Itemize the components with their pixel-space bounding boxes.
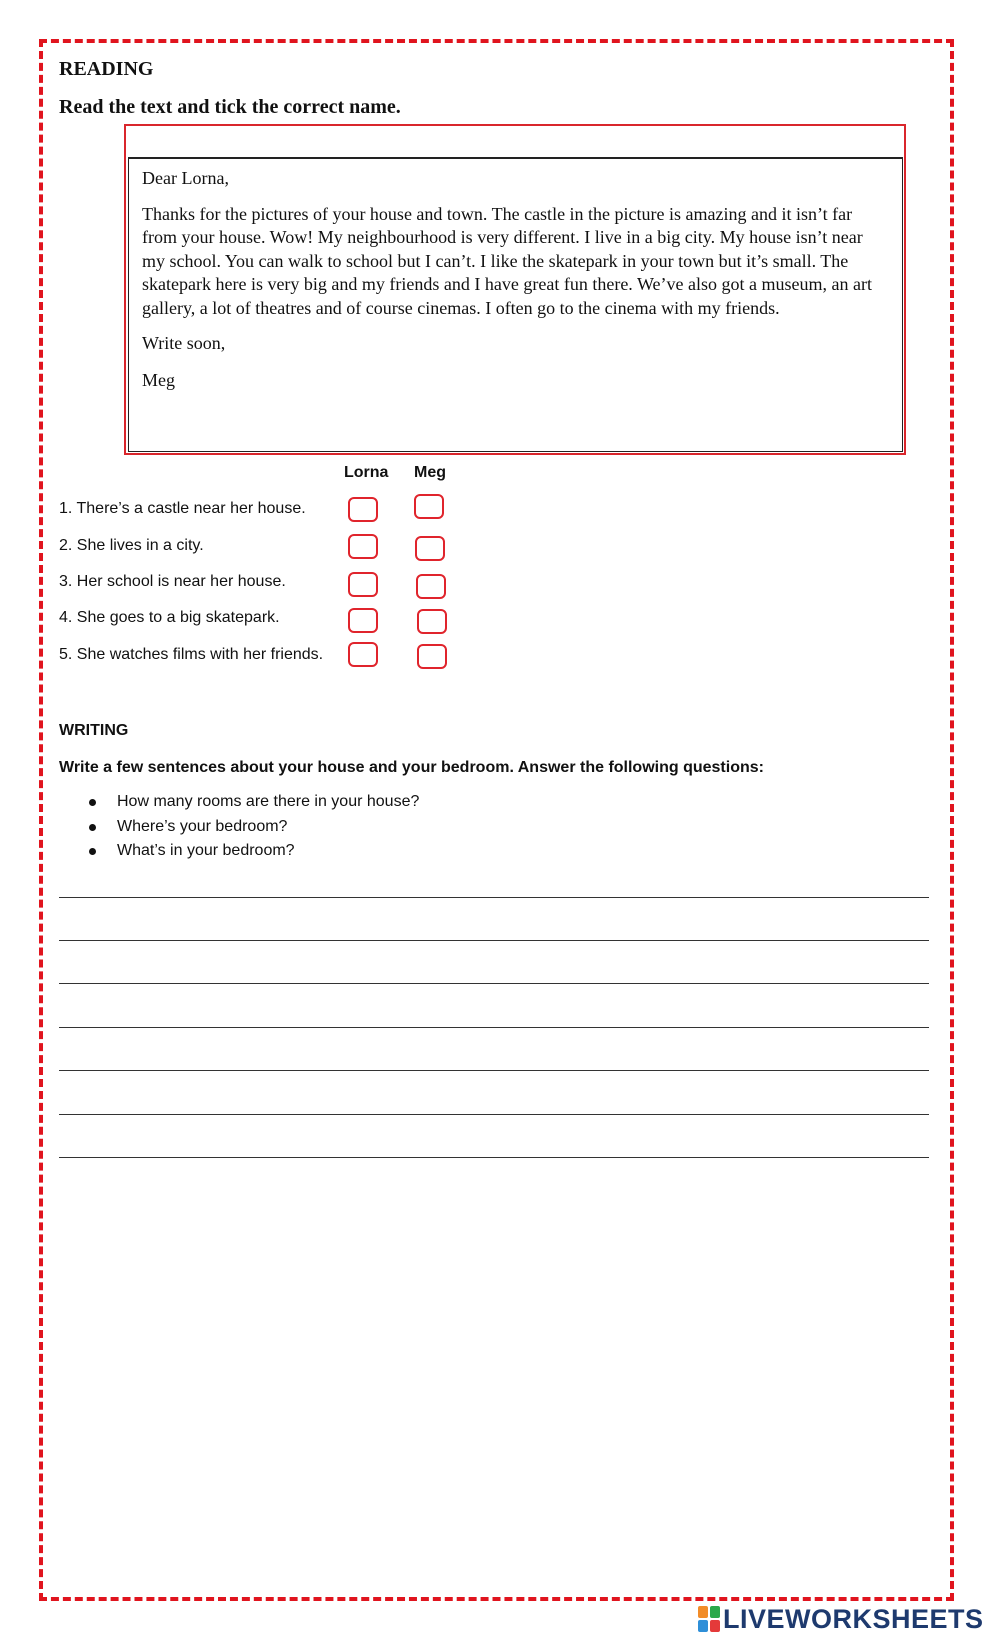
writing-question xyxy=(59,792,419,817)
answer-line-6[interactable] xyxy=(59,1114,929,1115)
liveworksheets-logo xyxy=(698,1604,984,1634)
logo-text: LIVEWORKSHEETS xyxy=(723,1603,984,1634)
writing-question xyxy=(59,817,419,842)
writing-instruction: Write a few sentences about your house and your bedroom. Answer the following questions: xyxy=(59,759,764,776)
letter-closing: Write soon, xyxy=(142,333,226,353)
tick-box-4-lorna[interactable] xyxy=(348,608,378,633)
tick-box-4-meg[interactable] xyxy=(417,609,447,634)
tick-box-3-meg[interactable] xyxy=(416,574,446,599)
column-header-lorna: Lorna xyxy=(344,464,389,481)
tick-box-2-meg[interactable] xyxy=(415,536,445,561)
tick-box-5-lorna[interactable] xyxy=(348,642,378,667)
statement-5: 5. She watches films with her friends. xyxy=(59,646,324,663)
logo-icon xyxy=(698,1606,720,1632)
answer-line-7[interactable] xyxy=(59,1157,929,1158)
reading-instruction: Read the text and tick the correct name. xyxy=(59,96,401,118)
letter-greeting: Dear Lorna, xyxy=(142,168,229,188)
answer-line-4[interactable] xyxy=(59,1027,929,1028)
writing-questions xyxy=(59,792,419,866)
writing-question xyxy=(59,841,419,866)
bullet-icon xyxy=(89,824,96,831)
letter-body: Thanks for the pictures of your house and town. The castle in the picture is amazing and it isn’t far from your house. Wow! My neighbourhood is very different. I live in a big city. My house isn’t near my school. You can walk to school but I can’t. I like the skatepark in your town but it’s small. The skatepark here is very big and my friends and I have great fun there. We’ve also got a museum, an art gallery, a lot of theatres and of course cinemas. I often go to the cinema with my friends. xyxy=(142,203,872,318)
statement-1: 1. There’s a castle near her house. xyxy=(59,500,306,517)
answer-line-5[interactable] xyxy=(59,1070,929,1071)
answer-line-3[interactable] xyxy=(59,983,929,984)
letter-signature: Meg xyxy=(142,369,175,390)
tick-box-3-lorna[interactable] xyxy=(348,572,378,597)
statement-2: 2. She lives in a city. xyxy=(59,537,204,554)
answer-line-2[interactable] xyxy=(59,940,929,941)
tick-box-1-lorna[interactable] xyxy=(348,497,378,522)
tick-box-5-meg[interactable] xyxy=(417,644,447,669)
bullet-icon xyxy=(89,799,96,806)
statement-3: 3. Her school is near her house. xyxy=(59,573,286,590)
question-text: What’s in your bedroom? xyxy=(117,842,295,859)
tick-box-1-meg[interactable] xyxy=(414,494,444,519)
writing-heading: WRITING xyxy=(59,722,129,739)
bullet-icon xyxy=(89,848,96,855)
letter-box xyxy=(128,157,903,452)
answer-line-1[interactable] xyxy=(59,897,929,898)
statement-4: 4. She goes to a big skatepark. xyxy=(59,609,280,626)
question-text: How many rooms are there in your house? xyxy=(117,793,420,810)
question-text: Where’s your bedroom? xyxy=(117,817,288,835)
column-header-meg: Meg xyxy=(414,464,446,481)
reading-heading: READING xyxy=(59,58,154,80)
tick-box-2-lorna[interactable] xyxy=(348,534,378,559)
